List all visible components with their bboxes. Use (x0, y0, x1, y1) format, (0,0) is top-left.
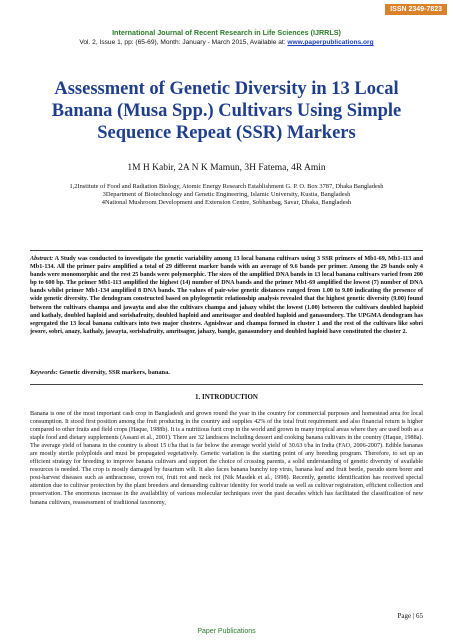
keywords-label: Keywords: (30, 369, 58, 376)
volume-info (0, 39, 453, 46)
abstract-label: Abstract: (30, 256, 54, 262)
website-link[interactable]: www.paperpublications.org (287, 39, 374, 46)
affiliation-3: 4National Mushroom Development and Extension Centre, Sobhanbag, Savar, Dhaka, Bangladesh (101, 199, 352, 207)
affiliation-2: 3Department of Biotechnology and Genetic Engineering, Islamic University, Kustia, Bangladesh (102, 191, 351, 199)
divider (30, 384, 423, 385)
journal-name: International Journal of Recent Research in Life Sciences (IJRRLS) (112, 28, 341, 37)
paper-title: Assessment of Genetic Diversity in 13 Local Banana (Musa Spp.) Cultivars Using Simple Sequence Repeat (SSR) Markers (51, 79, 402, 143)
section-heading: 1. INTRODUCTION (194, 393, 258, 401)
page-number: Page | 65 (397, 612, 423, 620)
authors: 1M H Kabir, 2A N K Mamun, 3H Fatema, 4R Amin (127, 163, 326, 173)
keywords (30, 369, 423, 376)
introduction-text: Banana is one of the most important cash crop in Bangladesh and grown round the year in the country for commercial purposes and homestead area for local consumption. It stood first position among the fruit producing in the country and supplies 42% of the total fruit requirement and also financial return is higher compared to other fruits and field crops (Haque, 1988b). It is a nutritious furit crop in the world and grown in many tropical areas where they are used both as a staple food and dietary supplements (Assani et al., 2001). There are 32 landraces including dessert and cooking banana cultivars in the country (Haque, 1988a). The average yield of banana in the country is about 15 t/ha that is far below the average world yield of 30.63 t/ha in India (FAO, 2006-2007). Edible bananas are mostly sterile polyploids and must be propagated vegetatively. Genetic variation is the starting point of any breeding program. Therefore, to set up an efficient strategy for breeding to improve banana cultivars and support the choice of crossing parents, a solid understanding of genetic diversity of available resources is needed. The crop is mostly damaged by fusarium wilt. It also faces banana bunchy top virus, banana leaf and fruit beetle, pseudo stem borer and post-harvest diseases such as anthracnose, crown rot, fruit rot and neck rot (Nik Masdek et al., 1998). Recently, genetic identification has received special attention due to cultivar protection by the plant breeders and demanding cultivar identity for world trade as well as cultivar registration, efficient collection and preservation. The enormous increase in the availability of various molecular techniques over the past decades which has facilitated the classification of new banana cultivars, reassessment of traditional taxonomy, (30, 411, 423, 506)
keywords-text: Genetic diversity, SSR markers, banana. (59, 369, 170, 376)
affiliations (20, 183, 433, 208)
abstract (30, 250, 423, 336)
volume-text: Vol. 2, Issue 1, pp: (65-69), Month: January - March 2015, Available at: (79, 39, 288, 46)
footer-publisher: Paper Publications (197, 628, 256, 635)
abstract-text: A Study was conducted to investigate the genetic variability among 13 local banana cultivars using 3 SSR primers of Mb1-69, Mb1-113 and Mb1-134. All the primer pairs amplified a total of 29 different marker bands with an average of 9.6 bands per primer. Among the 29 bands only 4 bands were monomorphic and the rest 25 bands were polymorphic. The sizes of the amplified DNA bands in 13 local banana cultivars varied from 200 bp to 600 bp. The primer Mb1-113 amplified the highest (14) number of DNA bands and the primer Mb1-69 amplified the lowest (7) number of DNA bands whilst primer Mb1-134 amplified 8 DNA bands. The values of pair-wise genetic distances ranged from 1.00 to 9.00 indicating the presence of wide genetic diversity. The dendogram constructed based on phylogenetic relationship analysis revealed that the highest genetic diversity (9.00) found between the cultivars champa and jawayta and also the cultivars champa and jahazy whilst the lowest (1.00) between the cultivars doubled haploid and kathaly, doubled haploid and sorishafruity, doubled haploid and amritsagor and doubled haploid and ganasundory. The UPGMA dendogram has segregated the 13 local banana cultivars into two major clusters. Agnishwar and champa formed in cluster 1 and the rest of the cultivars like sobri jesore, sobri, anazy, kathaly, jawayta, sorishafruity, amritsagor, jahazy, bangle, ganasundory and doubled haploid have constituted the cluster 2. (30, 256, 423, 335)
affiliation-1: 1,2Institute of Food and Radiation Biology, Atomic Energy Research Establishment G. P. O. Box 3787, Dhaka Bangladesh (69, 183, 384, 190)
issn-badge: ISSN 2349-7823 (385, 4, 447, 15)
